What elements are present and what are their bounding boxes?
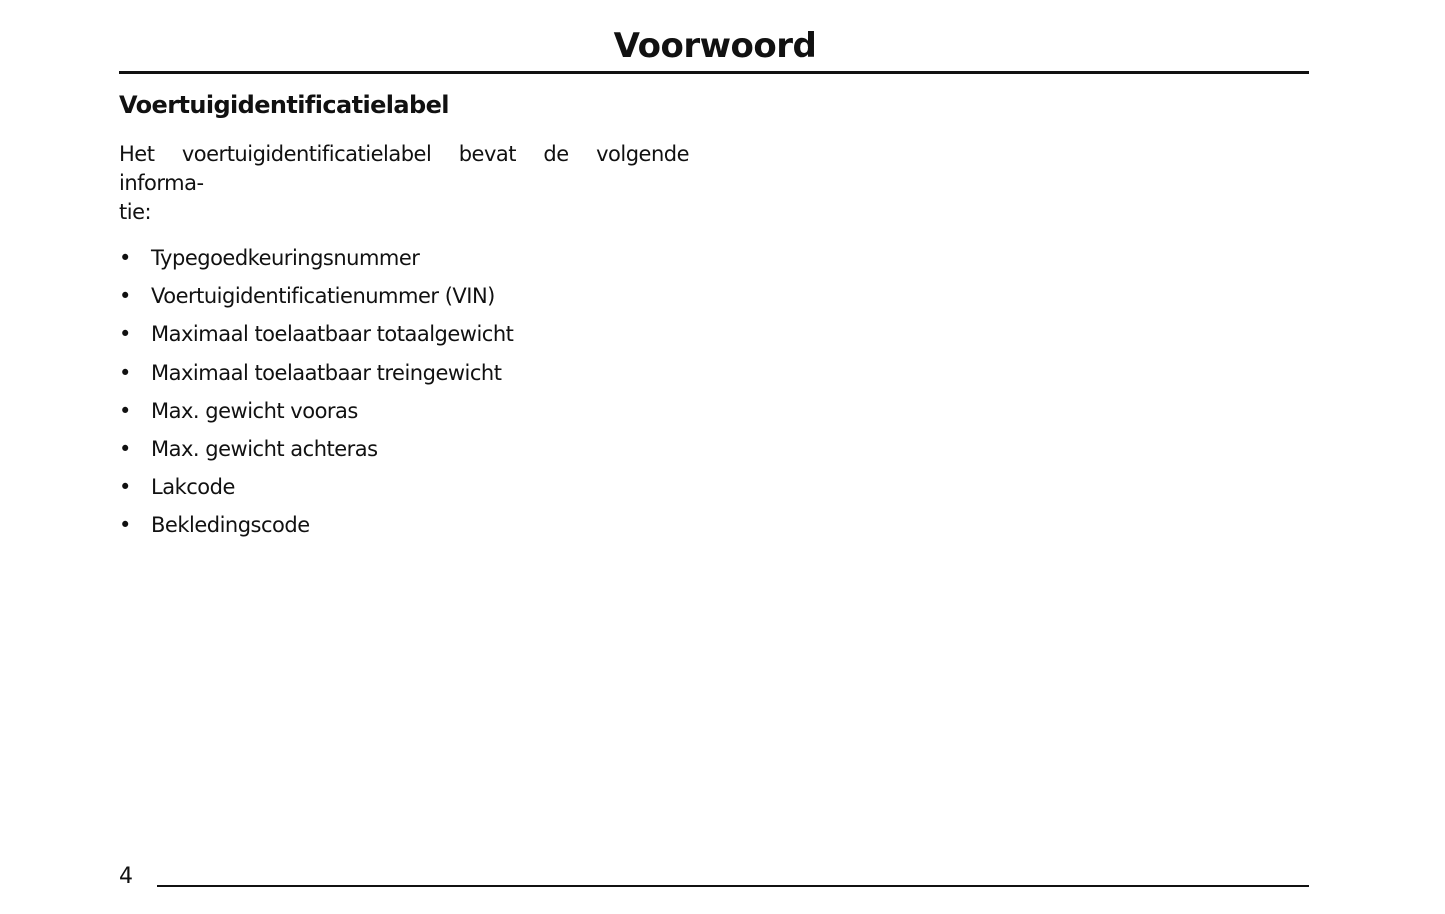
intro-line-2: tie:	[119, 200, 152, 224]
list-item-text: Typegoedkeuringsnummer	[151, 246, 420, 270]
bullet-icon: •	[119, 513, 131, 538]
list-item-text: Lakcode	[151, 475, 235, 500]
list-item-text: Maximaal toelaatbaar treingewicht	[151, 360, 502, 385]
bullet-icon: •	[119, 437, 131, 462]
intro-line-1: Het voertuigidentificatielabel bevat de volgende informa-	[119, 142, 689, 195]
title-divider	[119, 71, 1309, 74]
page-title: Voorwoord	[613, 26, 817, 66]
list-item	[119, 392, 689, 430]
list-item-text: Voertuigidentificatienummer (VIN)	[151, 284, 495, 309]
list-item-text: Max. gewicht vooras	[151, 398, 358, 423]
list-item	[119, 239, 689, 277]
list-item	[119, 354, 689, 392]
list-item	[119, 430, 689, 468]
list-item-text: Bekledingscode	[151, 513, 310, 538]
info-list	[119, 239, 689, 545]
section-heading: Voertuigidentificatielabel	[119, 91, 449, 119]
bullet-icon: •	[119, 475, 131, 500]
bullet-icon: •	[119, 322, 131, 347]
list-item	[119, 315, 689, 353]
list-item-text: Maximaal toelaatbaar totaalgewicht	[151, 322, 514, 347]
footer-divider	[157, 885, 1309, 887]
bullet-icon: •	[119, 246, 131, 270]
list-item	[119, 468, 689, 506]
intro-paragraph	[119, 140, 689, 227]
main-content	[119, 88, 689, 545]
list-item	[119, 506, 689, 544]
bullet-icon: •	[119, 360, 131, 385]
list-item	[119, 277, 689, 315]
bullet-icon: •	[119, 284, 131, 309]
list-item-text: Max. gewicht achteras	[151, 437, 378, 462]
page-number: 4	[119, 864, 133, 889]
bullet-icon: •	[119, 398, 131, 423]
